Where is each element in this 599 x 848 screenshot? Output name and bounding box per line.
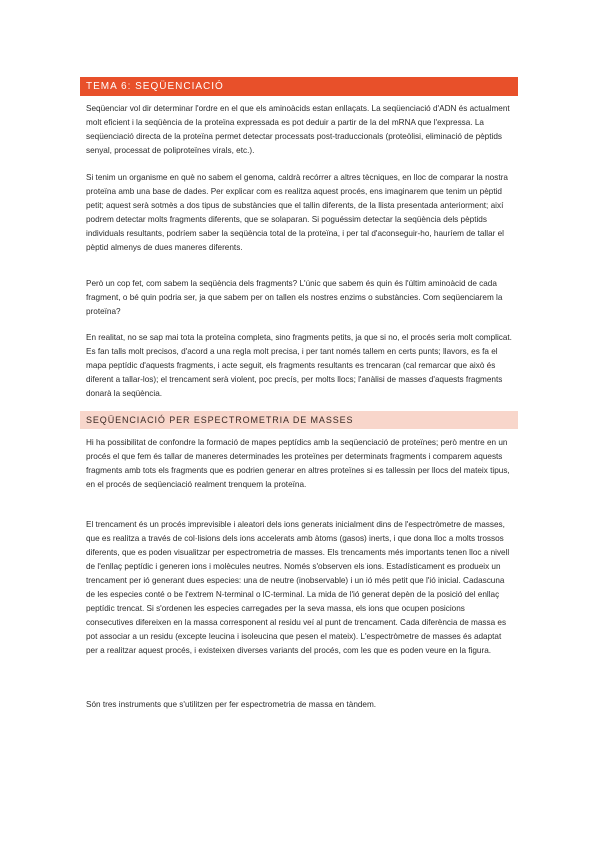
paragraph-unknown-genome: Si tenim un organisme en què no sabem el genoma, caldrà recórrer a altres tècniques, en lloc de comparar la nostra proteïna amb una base de dades. Per explicar com es realitza aquest procés, ens imaginarem que tenim un pèptid petit; aquest serà sotmès a dos tipus de substàncies que el tallin diferents, de la llista presentada anteriorment; així podrem detectar molts fragments diferents, que se solaparan. Si poguéssim detectar la seqüència dels pèptids individuals resultants, podríem saber la seqüència total de la proteïna, i per tal d'aconseguir-ho, hauríem de tallar el pèptid almenys de dues maneres diferents. [86, 173, 508, 252]
paragraph-instruments: Són tres instruments que s'utilitzen per fer espectrometria de massa en tàndem. [86, 700, 377, 709]
section-title: TEMA 6: SEQÜENCIACIÓ [80, 77, 518, 96]
subsection-title: SEQÜENCIACIÓ PER ESPECTROMETRIA DE MASSES [80, 411, 518, 429]
paragraph-intro: Seqüenciar vol dir determinar l'ordre en el que els aminoàcids estan enllaçats. La seqüenciació d'ADN és actualment molt eficient i la seqüència de la proteïna expressada es pot deduir a partir de la del mRNA que l'expressa. La seqüenciació directa de la proteïna permet detectar processats post-traduccionals (proteòlisi, eliminació de pèptids senyal, processat de poliproteïnes virals, etc.). [86, 104, 510, 155]
paragraph-fragment-cutting: En realitat, no se sap mai tota la proteïna completa, sino fragments petits, ja que si no, el procés seria molt complicat. Es fan talls molt precisos, d'acord a una regla molt precisa, i per tant només tallem en certs punts; llavors, es fa el mapa peptídic d'aquests fragments, i acte seguit, els fragments resultants es trencaran (cal remarcar que això és diferent a tallar-los); el trencament serà violent, poc precís, per molts llocs; l'anàlisi de masses d'aquests fragments donarà la seqüència. [86, 333, 512, 398]
paragraph-peptide-mapping: Hi ha possibilitat de confondre la formació de mapes peptídics amb la seqüenciació de proteïnes; però mentre en un procés el que fem és tallar de maneres determinades les proteïnes per determinats fragments i comparem aquests fragments amb tots els fragments que es podrien generar en altres proteïnes si es tallessin per llocs del mateix tipus, en el procés de seqüenciació realment trenquem la proteïna. [86, 438, 510, 489]
paragraph-fragmentation: El trencament és un procés imprevisible i aleatori dels ions generats inicialment dins de l'espectròmetre de masses, que es realitza a través de col·lisions dels ions accelerats amb àtoms (gasos) inerts, i que dona lloc a molts trossos diferents, que es poden visualitzar per espectrometria de masses. Els trencaments més importants tenen lloc a nivell de l'enllaç peptídic i generen ions i molècules neutres. Només s'observen els ions. Estadísticament es produeix un trencament per ió generant dues especies: una de neutre (inobservable) i un ió més petit que l'ió inicial. Cadascuna de les especies conté o be l'extrem N-terminal o lC-terminal. La mida de l'ió generat depèn de la posició del enllaç peptídic trencat. Si s'ordenen les especies carregades per la seva massa, els ions que ocupen posicions consecutives difereixen en la massa corresponent al residu veí al punt de trencament. Cada diferència de massa es pot associar a un residu (excepte leucina i isoleucina que pesen el mateix). L'espectròmetre de masses és adaptat per a realitzar aquest procés, i existeixen diverses variants del procés, com les que es poden veure en la figura. [86, 520, 510, 655]
paragraph-fragment-question: Però un cop fet, com sabem la seqüència dels fragments? L'únic que sabem és quin és l'últim aminoàcid de cada fragment, o bé quin podria ser, ja que sabem per on tallen els nostres enzims o substàncies. Com seqüenciarem la proteïna? [86, 279, 503, 316]
